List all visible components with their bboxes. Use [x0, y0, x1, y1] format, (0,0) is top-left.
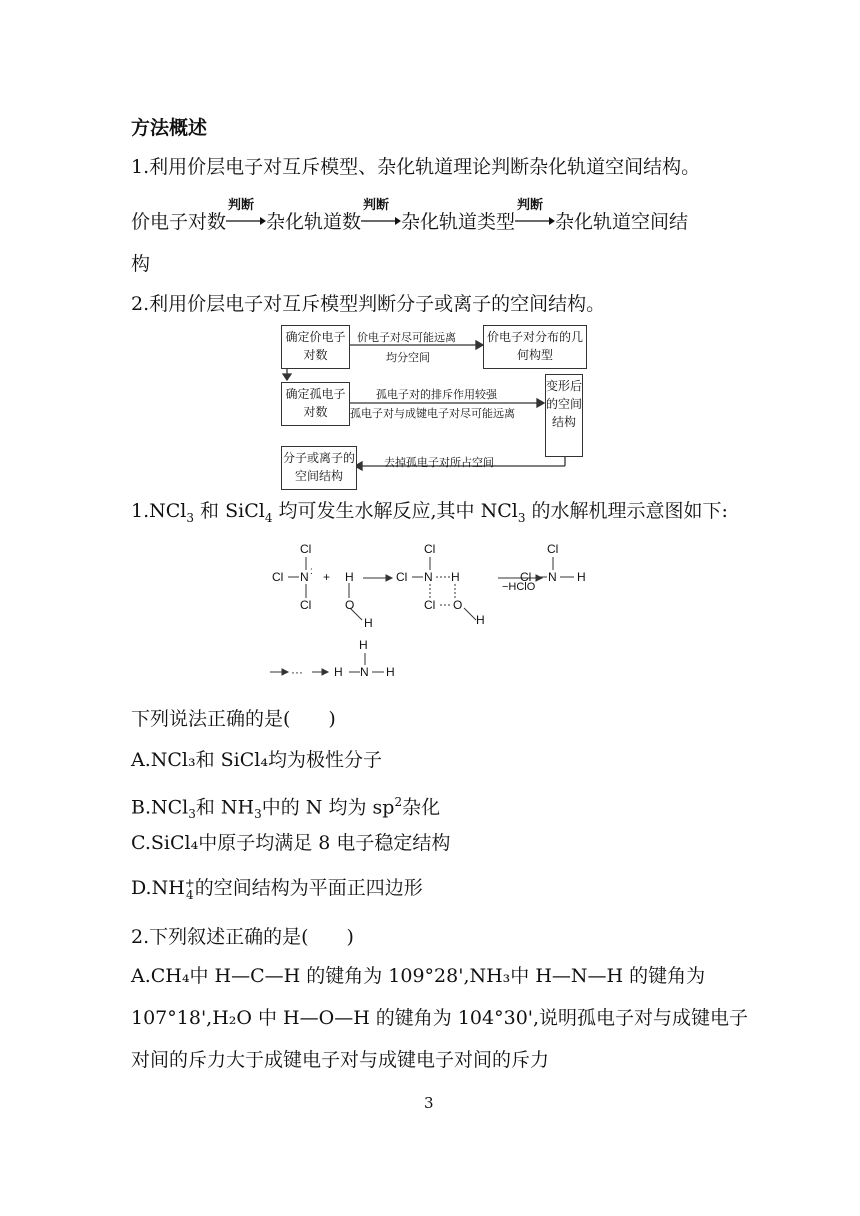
q1-option-d[interactable]: D.NH + 4 的空间结构为平面正四边形	[131, 876, 423, 902]
intro-item-1: 1.利用价层电子对互斥模型、杂化轨道理论判断杂化轨道空间结构。	[131, 156, 701, 178]
q2-option-a-line2: 107°18',H₂O 中 H—O—H 的键角为 104°30',说明孤电子对与成键电子	[131, 1007, 749, 1029]
chain-tail: 构	[131, 253, 151, 275]
judge-arrow: 判断	[226, 208, 266, 236]
page-number: 3	[424, 1094, 434, 1112]
judge-arrow: 判断	[361, 208, 401, 236]
q2-option-a-line3: 对间的斥力大于成键电子对与成键电子对间的斥力	[131, 1049, 550, 1071]
q2-option-a-line1[interactable]: A.CH₄中 H—C—H 的键角为 109°28',NH₃中 H—N—H 的键角为	[131, 965, 706, 987]
intro-item-2: 2.利用价层电子对互斥模型判断分子或离子的空间结构。	[131, 293, 606, 315]
flow-edge1-bottom: 均分空间	[386, 351, 430, 364]
q1-option-a[interactable]: A.NCl₃和 SiCl₄均为极性分子	[131, 749, 382, 771]
chain-step-2: 杂化轨道数	[266, 211, 362, 233]
q1-option-b[interactable]: B.NCl$_3$和 $NH_3$中的 N 均为 $sp^2$杂化	[131, 795, 441, 822]
flow-edge2-bottom: 孤电子对与成键电子对尽可能远离	[350, 407, 515, 420]
chain-step-1: 价电子对数	[131, 211, 227, 233]
q1-ask: 下列说法正确的是( )	[131, 708, 336, 730]
flow-box-result: 分子或离子的空间结构	[281, 446, 357, 490]
chain-step-3: 杂化轨道类型	[401, 211, 516, 233]
section-heading: 方法概述	[131, 117, 208, 139]
flow-box-geometry: 价电子对分布的几何构型	[483, 325, 587, 369]
q1-stem: 1.NCl$_3$ 和 SiCl$_4$ 均可发生水解反应,其中 NCl$_3$ 的水解机理示意图如下:	[131, 500, 728, 525]
judge-arrow: 判断	[515, 208, 555, 236]
chain-step-4: 杂化轨道空间结	[555, 211, 689, 233]
flow-edge3: 去掉孤电子对所占空间	[384, 456, 494, 469]
flow-edge1-top: 价电子对尽可能远离	[357, 331, 456, 344]
q2-ask: 2.下列叙述正确的是( )	[131, 926, 354, 948]
q1-option-c[interactable]: C.SiCl₄中原子均满足 8 电子稳定结构	[131, 832, 451, 854]
flow-edge2-top: 孤电子对的排斥作用较强	[376, 388, 497, 401]
flow-box-valence-pairs: 确定价电子对数	[281, 325, 350, 369]
flow-box-deformed: 变形后的空间结构	[545, 374, 583, 457]
flow-box-lone-pairs: 确定孤电子对数	[281, 382, 350, 426]
